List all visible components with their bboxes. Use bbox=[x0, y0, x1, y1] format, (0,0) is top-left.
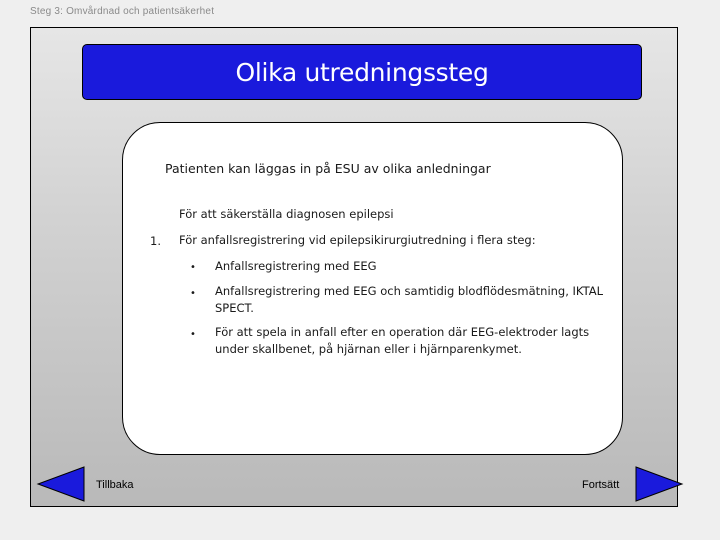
bullet-marker: • bbox=[190, 262, 196, 273]
slide-subtitle: Patienten kan läggas in på ESU av olika anledningar bbox=[165, 161, 491, 176]
breadcrumb: Steg 3: Omvårdnad och patientsäkerhet bbox=[30, 6, 215, 17]
back-arrow-icon[interactable] bbox=[36, 466, 86, 502]
list-number: 1. bbox=[150, 234, 161, 248]
sub-bullet-item: Anfallsregistrering med EEG och samtidig blodflödesmätning, IKTAL SPECT. bbox=[215, 284, 603, 315]
next-arrow-icon[interactable] bbox=[634, 466, 684, 502]
sub-bullet-item: Anfallsregistrering med EEG bbox=[215, 259, 377, 273]
next-button[interactable]: Fortsätt bbox=[582, 479, 620, 491]
slide-title: Olika utredningssteg bbox=[235, 57, 489, 87]
bullet-marker: • bbox=[190, 288, 196, 299]
sub-bullet-item: För att spela in anfall efter en operation där EEG-elektroder lagts under skallbenet, på hjärnan eller i hjärnparenkymet. bbox=[215, 325, 590, 356]
numbered-item-text: För anfallsregistrering vid epilepsikirurgiutredning i flera steg: bbox=[179, 233, 536, 247]
title-banner bbox=[82, 44, 642, 100]
intro-item: För att säkerställa diagnosen epilepsi bbox=[179, 207, 394, 221]
back-button[interactable]: Tillbaka bbox=[96, 479, 134, 491]
bullet-marker: • bbox=[190, 329, 196, 340]
